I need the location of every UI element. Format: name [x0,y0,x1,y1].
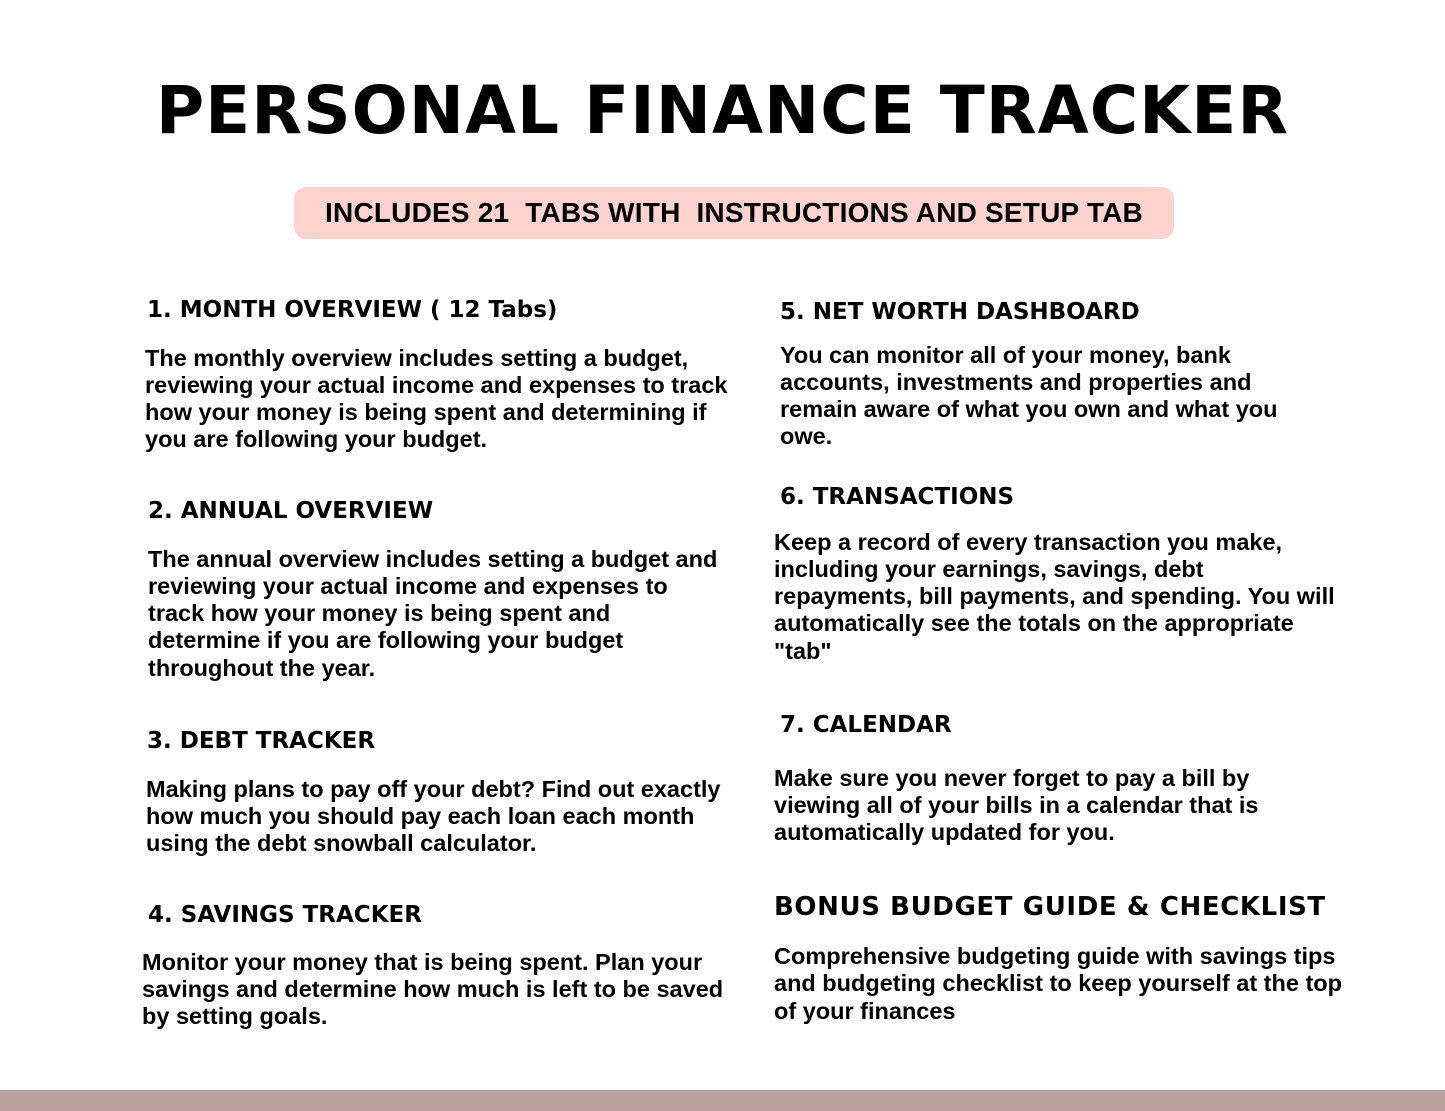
section-body: You can monitor all of your money, bank accounts, investments and properties and remain aware of what you own and what you owe. [780,341,1278,450]
section-body: Monitor your money that is being spent. Plan your savings and determine how much is left to be saved by setting goals. [142,948,724,1030]
footer-band [0,1090,1445,1111]
bonus-body: Comprehensive budgeting guide with savings tips and budgeting checklist to keep yourself at the top of your finances [774,943,1342,1024]
section-body: The annual overview includes setting a budget and reviewing your actual income and expenses to track how your money is being spent and determine if you are following your budget throughout the year. [148,545,718,681]
section-heading: 3. DEBT TRACKER [147,728,376,754]
section-body: Keep a record of every transaction you make, including your earnings, savings, debt repayments, bill payments, and spending. You will automatically see the totals on the appropriate "tab" [774,528,1335,664]
section-heading: 6. TRANSACTIONS [780,484,1015,510]
section-transactions [774,484,1340,665]
section-heading: 5. NET WORTH DASHBOARD [780,299,1140,325]
section-savings-tracker [142,902,728,1030]
section-body: Making plans to pay off your debt? Find out exactly how much you should pay each loan each month using the debt snowball calculator. [146,775,721,857]
section-calendar [774,712,1320,846]
tabs-count-banner: INCLUDES 21 TABS WITH INSTRUCTIONS AND SETUP TAB [294,187,1174,239]
section-heading: 1. MONTH OVERVIEW ( 12 Tabs) [147,297,558,323]
section-month-overview [147,297,737,454]
section-heading: 4. SAVINGS TRACKER [148,902,422,928]
bonus-heading: BONUS BUDGET GUIDE & CHECKLIST [774,892,1326,922]
section-heading: 7. CALENDAR [780,712,952,738]
page-title: PERSONAL FINANCE TRACKER [155,72,1290,149]
section-body: The monthly overview includes setting a budget, reviewing your actual income and expenses to track how your money is being spent and determining if you are following your budget. [145,344,728,453]
section-bonus-guide [774,892,1374,1025]
section-debt-tracker [147,728,737,857]
section-body: Make sure you never forget to pay a bill by viewing all of your bills in a calendar that is automatically updated for you. [774,764,1259,846]
section-annual-overview [148,498,728,682]
section-heading: 2. ANNUAL OVERVIEW [148,498,434,524]
section-net-worth-dashboard [780,299,1330,451]
